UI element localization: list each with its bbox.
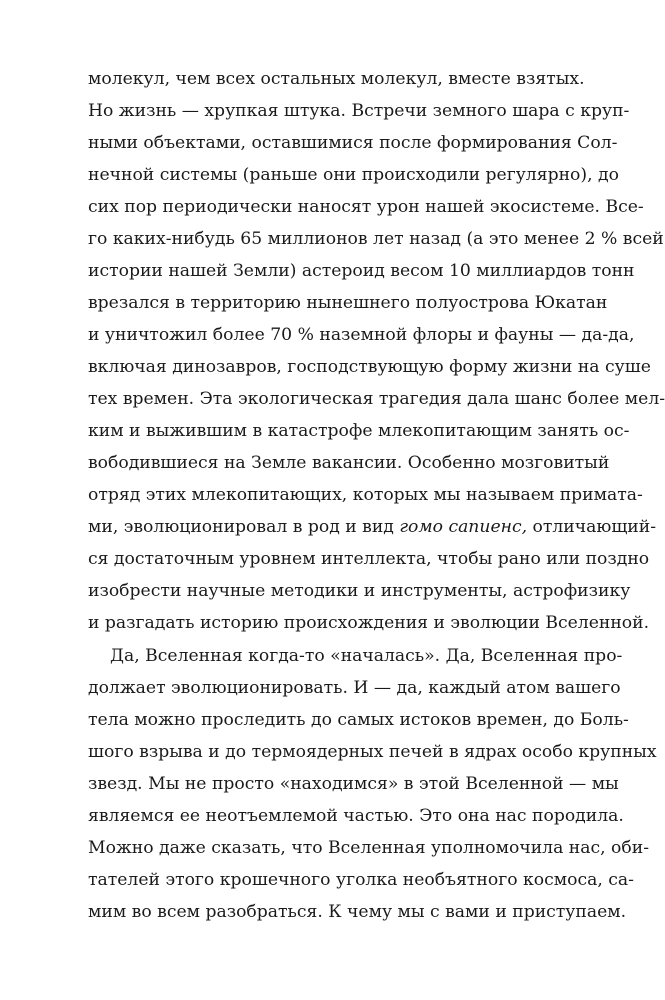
text-line: ким и выжившим в катастрофе млекопитающим занять ос- <box>88 421 630 441</box>
text-line: Но жизнь — хрупкая штука. Встречи земного шара с круп- <box>88 101 630 121</box>
text-line: ся достаточным уровнем интеллекта, чтобы рано или поздно <box>88 549 650 569</box>
text-line: тела можно проследить до самых истоков времен, до Боль- <box>88 710 629 730</box>
text-line: и разгадать историю происхождения и эволюции Вселенной. <box>88 613 650 633</box>
text-line: истории нашей Земли) астероид весом 10 миллиардов тонн <box>88 261 635 281</box>
text-line: звезд. Мы не просто «находимся» в этой Вселенной — мы <box>88 774 619 794</box>
text-line: вободившиеся на Земле вакансии. Особенно мозговитый <box>88 453 610 473</box>
text-fragment: ми, эволюционировал в род и вид <box>88 517 400 537</box>
text-line: шого взрыва и до термоядерных печей в ядрах особо крупных <box>88 742 657 762</box>
text-line: сих пор периодически наносят урон нашей экосистеме. Все- <box>88 197 644 217</box>
text-line: отряд этих млекопитающих, которых мы называем примата- <box>88 485 643 505</box>
text-line <box>88 511 657 543</box>
text-line: и уничтожил более 70 % наземной флоры и фауны — да-да, <box>88 325 635 345</box>
body-text <box>88 63 665 928</box>
paragraph <box>88 640 657 928</box>
text-line: включая динозавров, господствующую форму жизни на суше <box>88 357 651 377</box>
text-line: го каких-нибудь 65 миллионов лет назад (а это менее 2 % всей <box>88 229 664 249</box>
text-line: должает эволюционировать. И — да, каждый атом вашего <box>88 678 621 698</box>
text-line: Можно даже сказать, что Вселенная уполномочила нас, оби- <box>88 838 650 858</box>
text-line: мим во всем разобраться. К чему мы с вами и приступаем. <box>88 902 627 922</box>
text-line: тех времен. Эта экологическая трагедия дала шанс более мел- <box>88 389 665 409</box>
text-line: врезался в территорию нынешнего полуострова Юкатан <box>88 293 608 313</box>
text-line: являемся ее неотъемлемой частью. Это она нас породила. <box>88 806 624 826</box>
text-line: ными объектами, оставшимися после формирования Сол- <box>88 133 618 153</box>
text-line: Да, Вселенная когда-то «началась». Да, Вселенная про- <box>110 646 623 666</box>
paragraph <box>88 63 665 639</box>
text-line: нечной системы (раньше они происходили регулярно), до <box>88 165 619 185</box>
italic-term: гомо сапиенс, <box>399 517 528 537</box>
text-fragment: отличающий- <box>527 517 657 537</box>
text-line: тателей этого крошечного уголка необъятного космоса, са- <box>88 870 634 890</box>
text-line: молекул, чем всех остальных молекул, вместе взятых. <box>88 69 585 89</box>
text-line: изобрести научные методики и инструменты, астрофизику <box>88 581 631 601</box>
